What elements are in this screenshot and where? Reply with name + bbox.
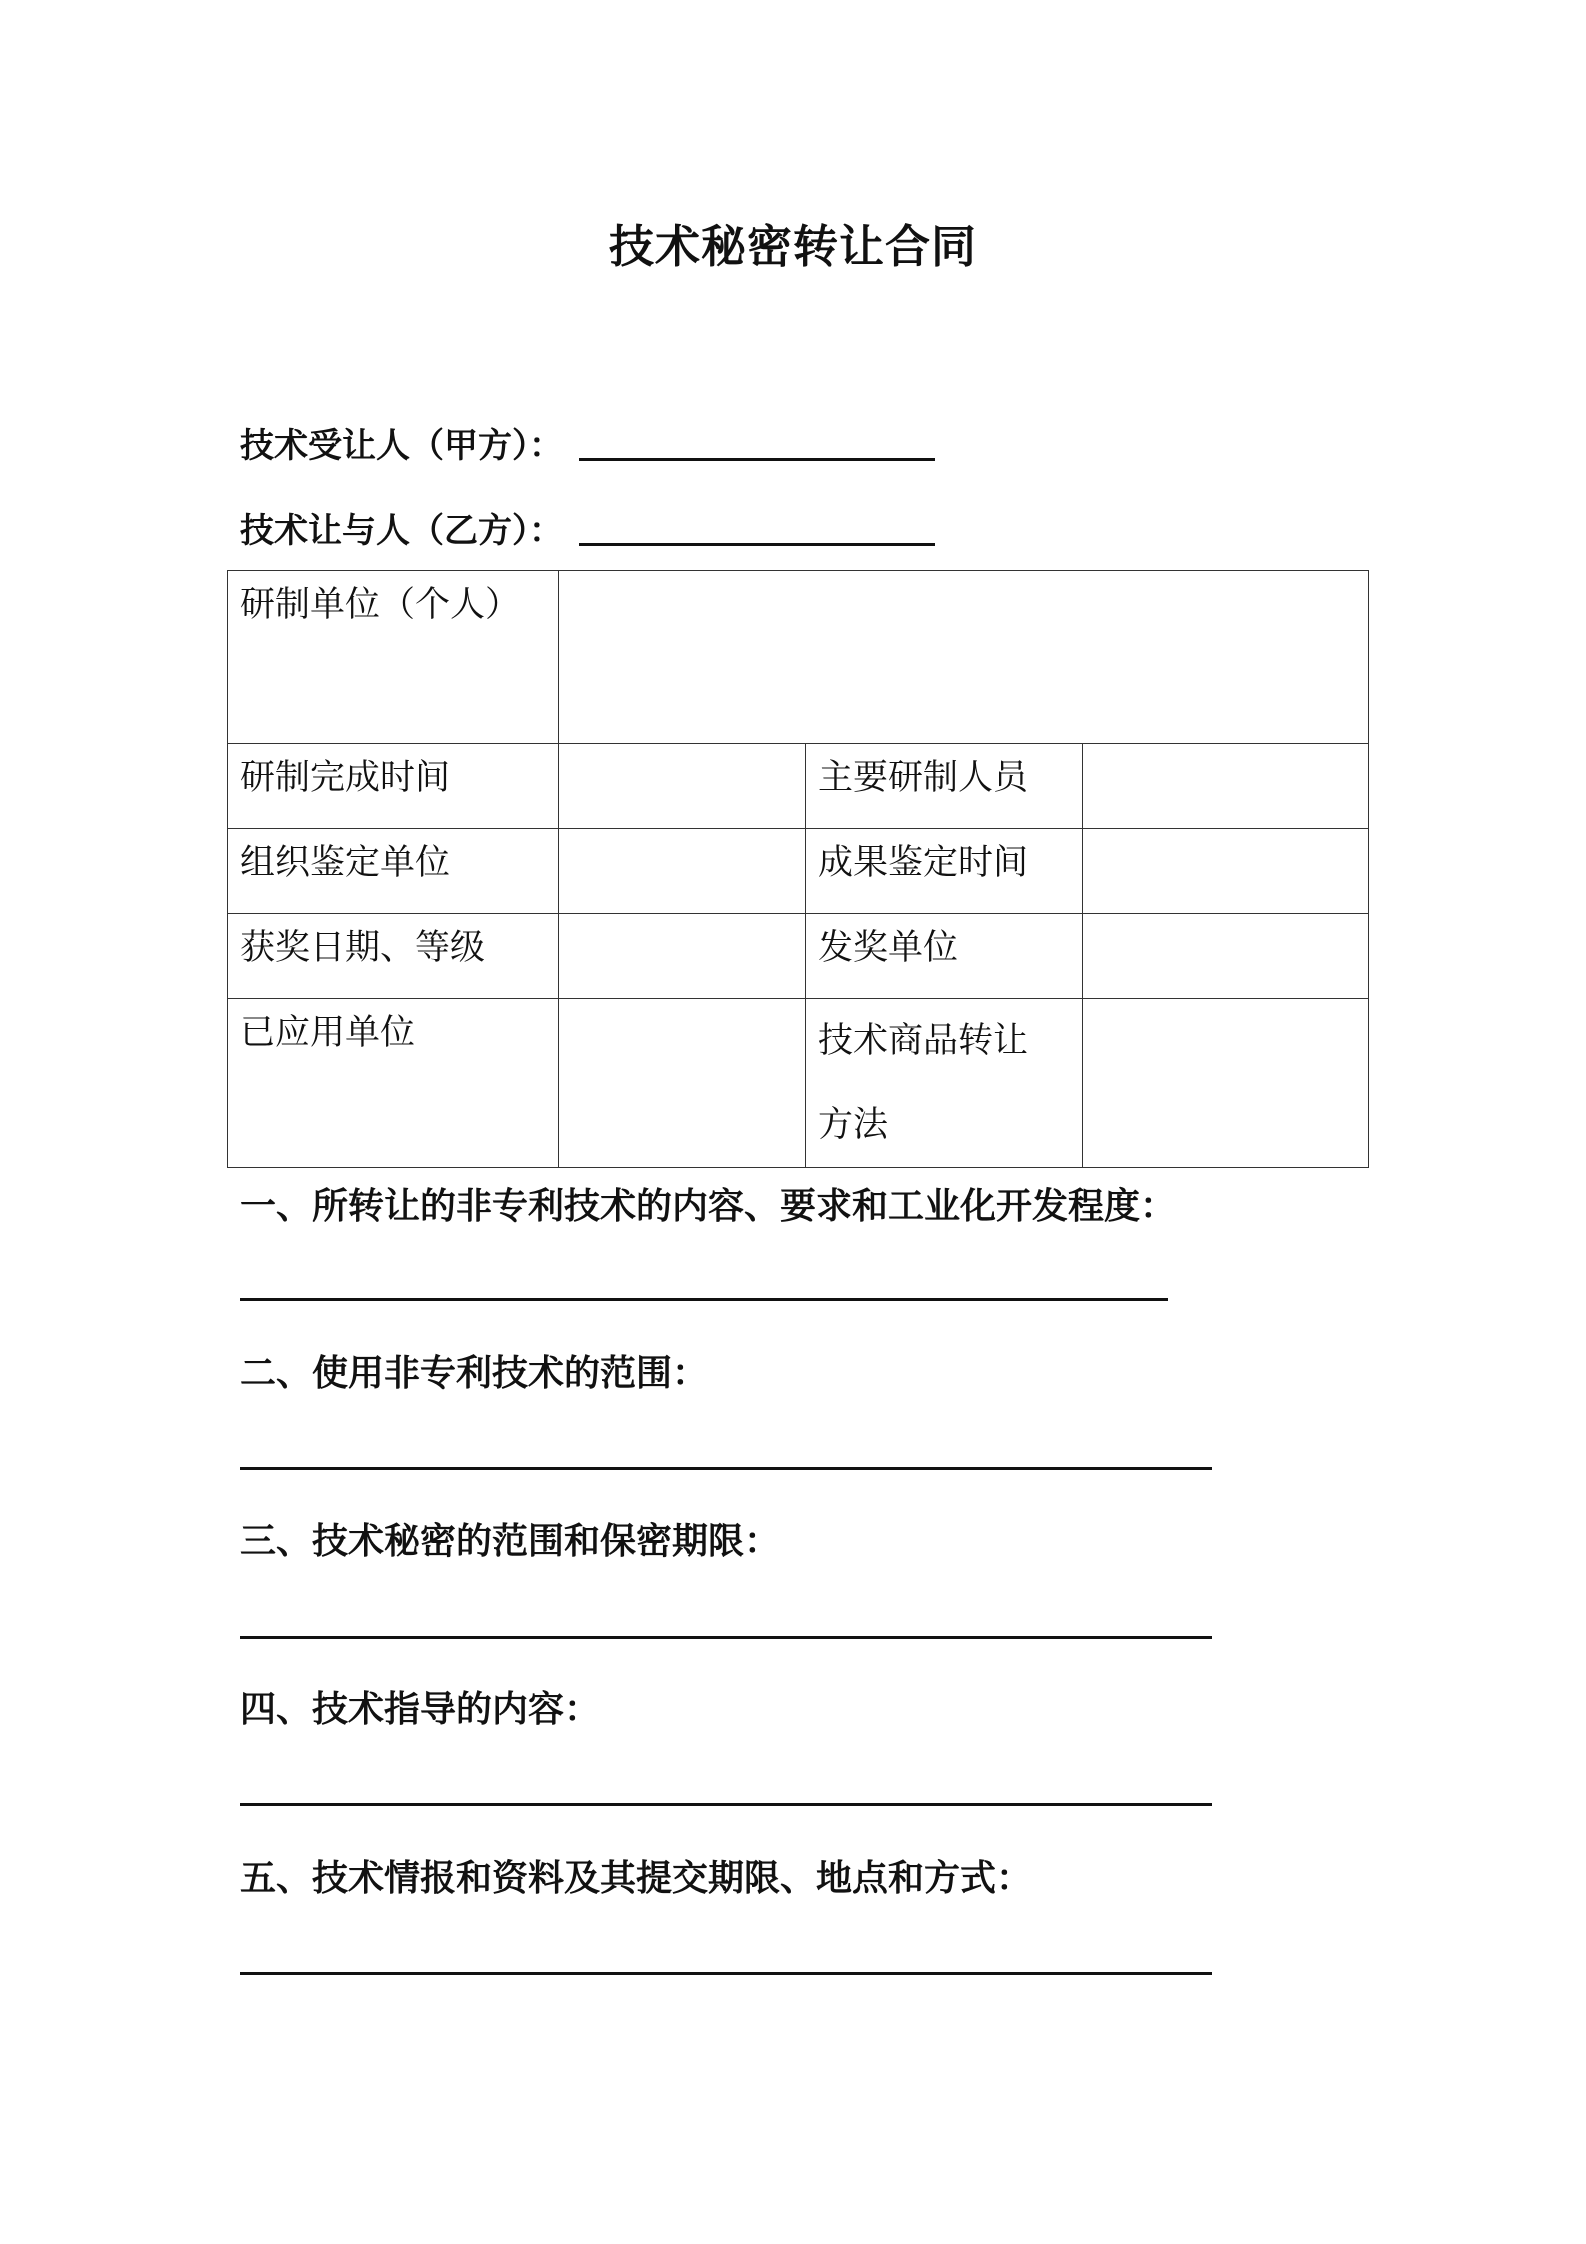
party-a-row [240,418,935,467]
party-b-blank[interactable] [579,542,935,546]
appraisal-org-label: 组织鉴定单位 [228,829,559,914]
applied-units-value[interactable] [559,999,806,1168]
applied-units-label: 已应用单位 [228,999,559,1168]
transfer-method-label-line2: 方法 [818,1105,889,1145]
section-2-blank[interactable] [240,1467,1212,1470]
party-b-label: 技术让与人（乙方）： [240,511,563,551]
award-date-label: 获奖日期、等级 [228,914,559,999]
appraisal-org-value[interactable] [559,829,806,914]
section-4-blank[interactable] [240,1803,1212,1806]
table-row [228,744,1369,829]
table-row [228,829,1369,914]
info-table [227,570,1369,1168]
completion-time-label: 研制完成时间 [228,744,559,829]
section-heading-1: 一、所转让的非专利技术的内容、要求和工业化开发程度： [240,1186,1177,1227]
award-issuer-label: 发奖单位 [806,914,1083,999]
award-date-value[interactable] [559,914,806,999]
party-a-blank[interactable] [579,457,935,461]
transfer-method-value[interactable] [1083,999,1369,1168]
section-3-blank[interactable] [240,1636,1212,1639]
table-row [228,571,1369,744]
award-issuer-value[interactable] [1083,914,1369,999]
main-researchers-label: 主要研制人员 [806,744,1083,829]
completion-time-value[interactable] [559,744,806,829]
appraisal-time-value[interactable] [1083,829,1369,914]
section-heading-3: 三、技术秘密的范围和保密期限： [240,1521,781,1562]
appraisal-time-label: 成果鉴定时间 [806,829,1083,914]
section-heading-5: 五、技术情报和资料及其提交期限、地点和方式： [240,1858,1033,1899]
document-title: 技术秘密转让合同 [608,220,977,273]
section-5-blank[interactable] [240,1972,1212,1975]
unit-value-cell[interactable] [559,571,1369,744]
party-b-row [240,503,935,552]
transfer-method-label-line1: 技术商品转让 [818,1021,1029,1061]
section-1-blank[interactable] [240,1298,1168,1301]
section-heading-2: 二、使用非专利技术的范围： [240,1353,709,1394]
unit-label-cell: 研制单位（个人） [228,571,559,744]
transfer-method-label [806,999,1083,1168]
main-researchers-value[interactable] [1083,744,1369,829]
table-row [228,999,1369,1168]
section-heading-4: 四、技术指导的内容： [240,1689,601,1730]
party-a-label: 技术受让人（甲方）： [240,426,563,466]
table-row [228,914,1369,999]
